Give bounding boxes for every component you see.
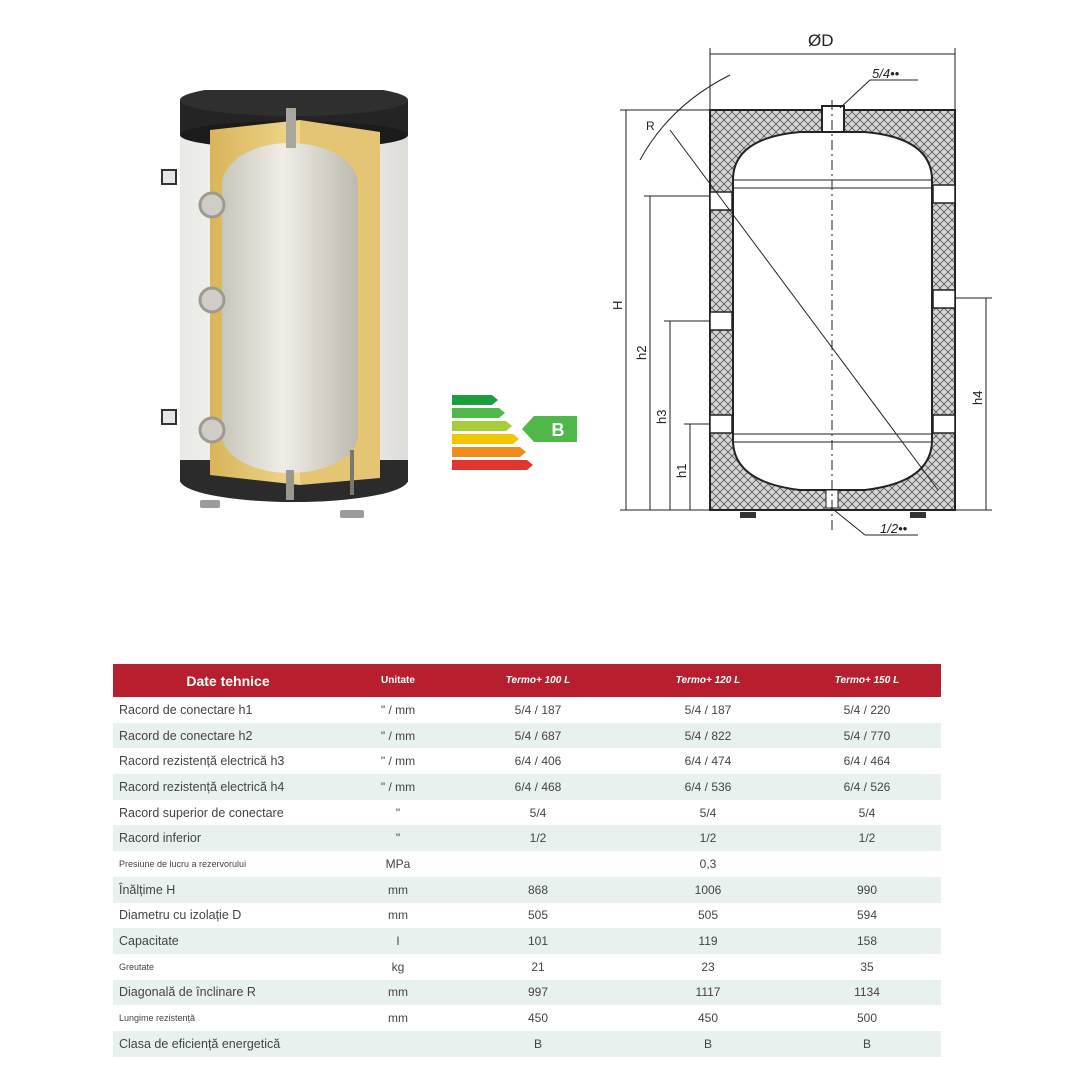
value-150l: 158 — [856, 934, 878, 949]
diameter-label: ØD — [808, 31, 834, 50]
row-label: Racord superior de conectare — [119, 805, 284, 820]
value-100l: 997 — [527, 985, 549, 1000]
table-row — [113, 774, 941, 800]
row-label: Racord rezistență electrică h4 — [119, 779, 285, 794]
value-120l: 450 — [697, 1011, 719, 1026]
value-120l: 505 — [697, 908, 719, 923]
table-row — [113, 825, 941, 851]
value-120l: 6/4 / 474 — [684, 754, 732, 769]
value-120l: 5/4 / 187 — [684, 702, 732, 717]
table-row — [113, 980, 941, 1006]
row-label: Presiune de lucru a rezervorului — [119, 858, 247, 869]
value-100l: 505 — [527, 908, 549, 923]
energy-bar — [452, 408, 505, 418]
row-label: Înălțime H — [119, 882, 176, 897]
value-100l: 868 — [527, 882, 549, 897]
label-H: H — [610, 300, 625, 310]
value-150l: 990 — [856, 882, 878, 897]
value-100l: 6/4 / 406 — [514, 754, 562, 769]
value-150l: 1/2 — [858, 831, 876, 846]
label-h1: h1 — [674, 463, 689, 478]
value-120l: 119 — [698, 934, 718, 949]
bottom-connection-label: 1/2•• — [880, 521, 908, 536]
row-unit: mm — [388, 1011, 408, 1026]
row-label: Racord de conectare h2 — [119, 728, 253, 743]
row-unit: " — [395, 831, 401, 846]
table-row — [113, 1031, 941, 1057]
value-120l: 1117 — [695, 985, 721, 1000]
row-label: Greutate — [119, 961, 155, 972]
table-row — [113, 851, 941, 877]
table-row — [113, 697, 941, 723]
value-100l — [453, 851, 623, 877]
dimension-drawing — [600, 20, 1000, 560]
value-120l: 6/4 / 536 — [684, 779, 732, 794]
energy-bar — [452, 460, 533, 470]
value-120l: 5/4 — [699, 805, 717, 820]
table-row — [113, 800, 941, 826]
label-h2: h2 — [634, 345, 649, 360]
value-150l: 5/4 / 770 — [843, 728, 891, 743]
row-label: Diagonală de înclinare R — [119, 985, 256, 1000]
energy-bar — [452, 395, 498, 405]
value-150l — [793, 851, 941, 877]
value-120l: 0,3 — [699, 856, 717, 871]
energy-class-letter: B — [551, 420, 565, 440]
label-h4: h4 — [970, 390, 985, 405]
energy-bar — [452, 421, 512, 431]
value-150l: 6/4 / 526 — [843, 779, 891, 794]
row-unit — [343, 1031, 453, 1057]
row-unit: " — [395, 805, 401, 820]
header-unitate: Unitate — [381, 675, 415, 686]
value-100l: 5/4 / 687 — [514, 728, 562, 743]
header-model-100: Termo+ 100 L — [505, 675, 571, 686]
value-120l: 1/2 — [699, 831, 717, 846]
energy-class-arrow — [522, 416, 577, 442]
energy-bar — [452, 434, 519, 444]
value-100l: 21 — [531, 959, 545, 974]
value-120l: B — [703, 1036, 712, 1051]
value-100l: 450 — [527, 1011, 549, 1026]
row-label: Racord de conectare h1 — [119, 702, 253, 717]
table-row — [113, 928, 941, 954]
table-row — [113, 723, 941, 749]
row-unit: MPa — [385, 856, 411, 871]
value-100l: 1/2 — [529, 831, 547, 846]
technical-data-table — [113, 664, 941, 1057]
row-label: Racord rezistență electrică h3 — [119, 754, 285, 769]
table-row — [113, 877, 941, 903]
row-unit: " / mm — [380, 779, 416, 794]
row-label: Clasa de eficiență energetică — [119, 1036, 281, 1051]
value-150l: 1134 — [854, 985, 880, 1000]
row-label: Diametru cu izolație D — [119, 908, 242, 923]
row-label: Lungime rezistență — [119, 1013, 196, 1024]
value-120l: 5/4 / 822 — [684, 728, 732, 743]
value-100l: 6/4 / 468 — [514, 779, 562, 794]
table-row — [113, 748, 941, 774]
label-h3: h3 — [654, 409, 669, 424]
row-label: Capacitate — [119, 934, 179, 949]
row-label: Racord inferior — [119, 831, 201, 846]
row-unit: mm — [388, 985, 408, 1000]
top-connection-label: 5/4•• — [872, 66, 900, 81]
row-unit: " / mm — [380, 728, 416, 743]
table-header-row — [113, 664, 941, 697]
value-150l: B — [862, 1036, 871, 1051]
value-100l: 5/4 — [529, 805, 547, 820]
energy-class-label — [452, 393, 592, 483]
header-model-150: Termo+ 150 L — [834, 675, 900, 686]
product-image — [150, 90, 430, 530]
header-model-120: Termo+ 120 L — [675, 675, 741, 686]
row-unit: " / mm — [380, 702, 416, 717]
row-unit: mm — [388, 882, 408, 897]
value-150l: 500 — [856, 1011, 878, 1026]
value-150l: 6/4 / 464 — [843, 754, 891, 769]
row-unit: mm — [388, 908, 408, 923]
header-date-tehnice: Date tehnice — [186, 672, 270, 689]
row-unit: kg — [391, 959, 405, 974]
value-150l: 35 — [860, 959, 874, 974]
label-R: R — [646, 119, 655, 133]
value-150l: 5/4 — [858, 805, 876, 820]
row-unit: " / mm — [380, 754, 416, 769]
value-150l: 594 — [856, 908, 878, 923]
boiler-cutaway-illustration — [150, 90, 430, 530]
table-row — [113, 903, 941, 929]
table-row — [113, 954, 941, 980]
value-120l: 1006 — [694, 882, 722, 897]
technical-drawing — [600, 20, 1000, 560]
value-100l: 101 — [527, 934, 549, 949]
value-150l: 5/4 / 220 — [843, 702, 891, 717]
energy-scale-graphic — [452, 393, 592, 483]
value-100l: 5/4 / 187 — [514, 702, 562, 717]
energy-bar — [452, 447, 526, 457]
table-row — [113, 1005, 941, 1031]
row-unit: l — [396, 934, 400, 949]
value-100l: B — [533, 1036, 542, 1051]
value-120l: 23 — [701, 959, 715, 974]
